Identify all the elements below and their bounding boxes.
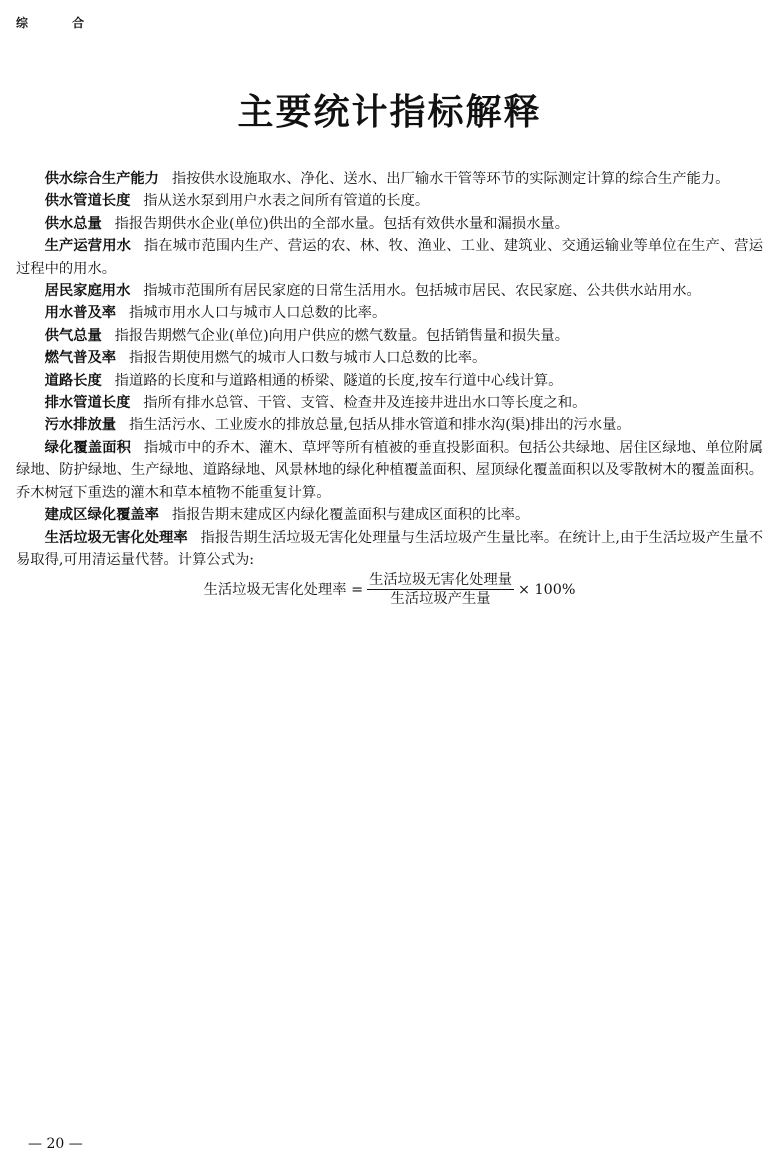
definitions-list: [16, 168, 763, 608]
definition-text: 指报告期供水企业(单位)供出的全部水量。包括有效供水量和漏损水量。: [114, 215, 569, 232]
definition-text: 指报告期燃气企业(单位)向用户供应的燃气数量。包括销售量和损失量。: [114, 327, 569, 344]
definition-item: [16, 325, 763, 347]
definition-item: [16, 190, 763, 212]
definition-text: 指报告期使用燃气的城市人口数与城市人口总数的比率。: [128, 350, 487, 367]
definition-text: 指城市用水人口与城市人口总数的比率。: [128, 305, 387, 322]
definition-item: [16, 437, 763, 504]
page-number: — 20 —: [28, 1136, 83, 1152]
definition-term: 生活垃圾无害化处理率: [44, 529, 188, 546]
definition-item: [16, 414, 763, 436]
definition-text: 指城市中的乔木、灌木、草坪等所有植被的垂直投影面积。包括公共绿地、居住区绿地、单位附属绿地、防护绿地、生产绿地、道路绿地、风景林地的绿化种植覆盖面积、屋顶绿化覆盖面积以及零散树木的覆盖面积。乔木树冠下重迭的灌木和草本植物不能重复计算。: [16, 439, 763, 501]
formula-fraction: [367, 572, 514, 608]
section-label: 综 合: [16, 16, 105, 30]
definition-term: 供水管道长度: [44, 193, 131, 210]
definition-text: 指城市范围所有居民家庭的日常生活用水。包括城市居民、农民家庭、公共供水站用水。: [143, 283, 701, 300]
definition-text: 指在城市范围内生产、营运的农、林、牧、渔业、工业、建筑业、交通运输业等单位在生产、营运过程中的用水。: [16, 238, 763, 277]
definition-term: 排水管道长度: [44, 395, 131, 412]
definition-text: 指所有排水总管、干管、支管、检查井及连接井进出水口等长度之和。: [143, 395, 587, 412]
definition-term: 燃气普及率: [44, 350, 117, 367]
definition-item: [16, 302, 763, 324]
definition-item: [16, 392, 763, 414]
definition-text: 指按供水设施取水、净化、送水、出厂输水干管等环节的实际测定计算的综合生产能力。: [171, 171, 730, 187]
definition-text: 指报告期生活垃圾无害化处理量与生活垃圾产生量比率。在统计上,由于生活垃圾产生量不易取得,可用清运量代替。计算公式为:: [16, 529, 763, 568]
definition-item: [16, 235, 763, 280]
formula-numerator: 生活垃圾无害化处理量: [369, 572, 513, 589]
definition-text: 指从送水泵到用户水表之间所有管道的长度。: [143, 193, 430, 210]
definition-term: 绿化覆盖面积: [44, 439, 131, 456]
definition-term: 用水普及率: [44, 305, 117, 322]
definition-item: [16, 504, 763, 526]
definition-term: 供水综合生产能力: [44, 171, 159, 187]
definition-term: 污水排放量: [44, 417, 117, 434]
formula-multiplier: × 100%: [518, 582, 576, 599]
definition-term: 供气总量: [44, 327, 102, 344]
definition-term: 供水总量: [44, 215, 102, 232]
formula: [16, 572, 763, 608]
definition-item: [16, 370, 763, 392]
definition-item: [16, 347, 763, 369]
definition-item: [16, 213, 763, 235]
definition-item: [16, 168, 763, 190]
definition-text: 指报告期末建成区内绿化覆盖面积与建成区面积的比率。: [171, 507, 530, 524]
definition-term: 生产运营用水: [44, 238, 131, 255]
definition-term: 居民家庭用水: [44, 283, 131, 300]
definition-term: 道路长度: [44, 372, 102, 389]
formula-lhs: 生活垃圾无害化处理率 =: [203, 582, 364, 599]
page-title: 主要统计指标解释: [237, 91, 542, 133]
definition-term: 建成区绿化覆盖率: [44, 507, 159, 524]
definition-text: 指道路的长度和与道路相通的桥梁、隧道的长度,按车行道中心线计算。: [114, 372, 563, 389]
definition-text: 指生活污水、工业废水的排放总量,包括从排水管道和排水沟(渠)排出的污水量。: [128, 417, 631, 434]
formula-denominator: 生活垃圾产生量: [390, 591, 491, 608]
definition-item: [16, 280, 763, 302]
definition-item: [16, 527, 763, 572]
